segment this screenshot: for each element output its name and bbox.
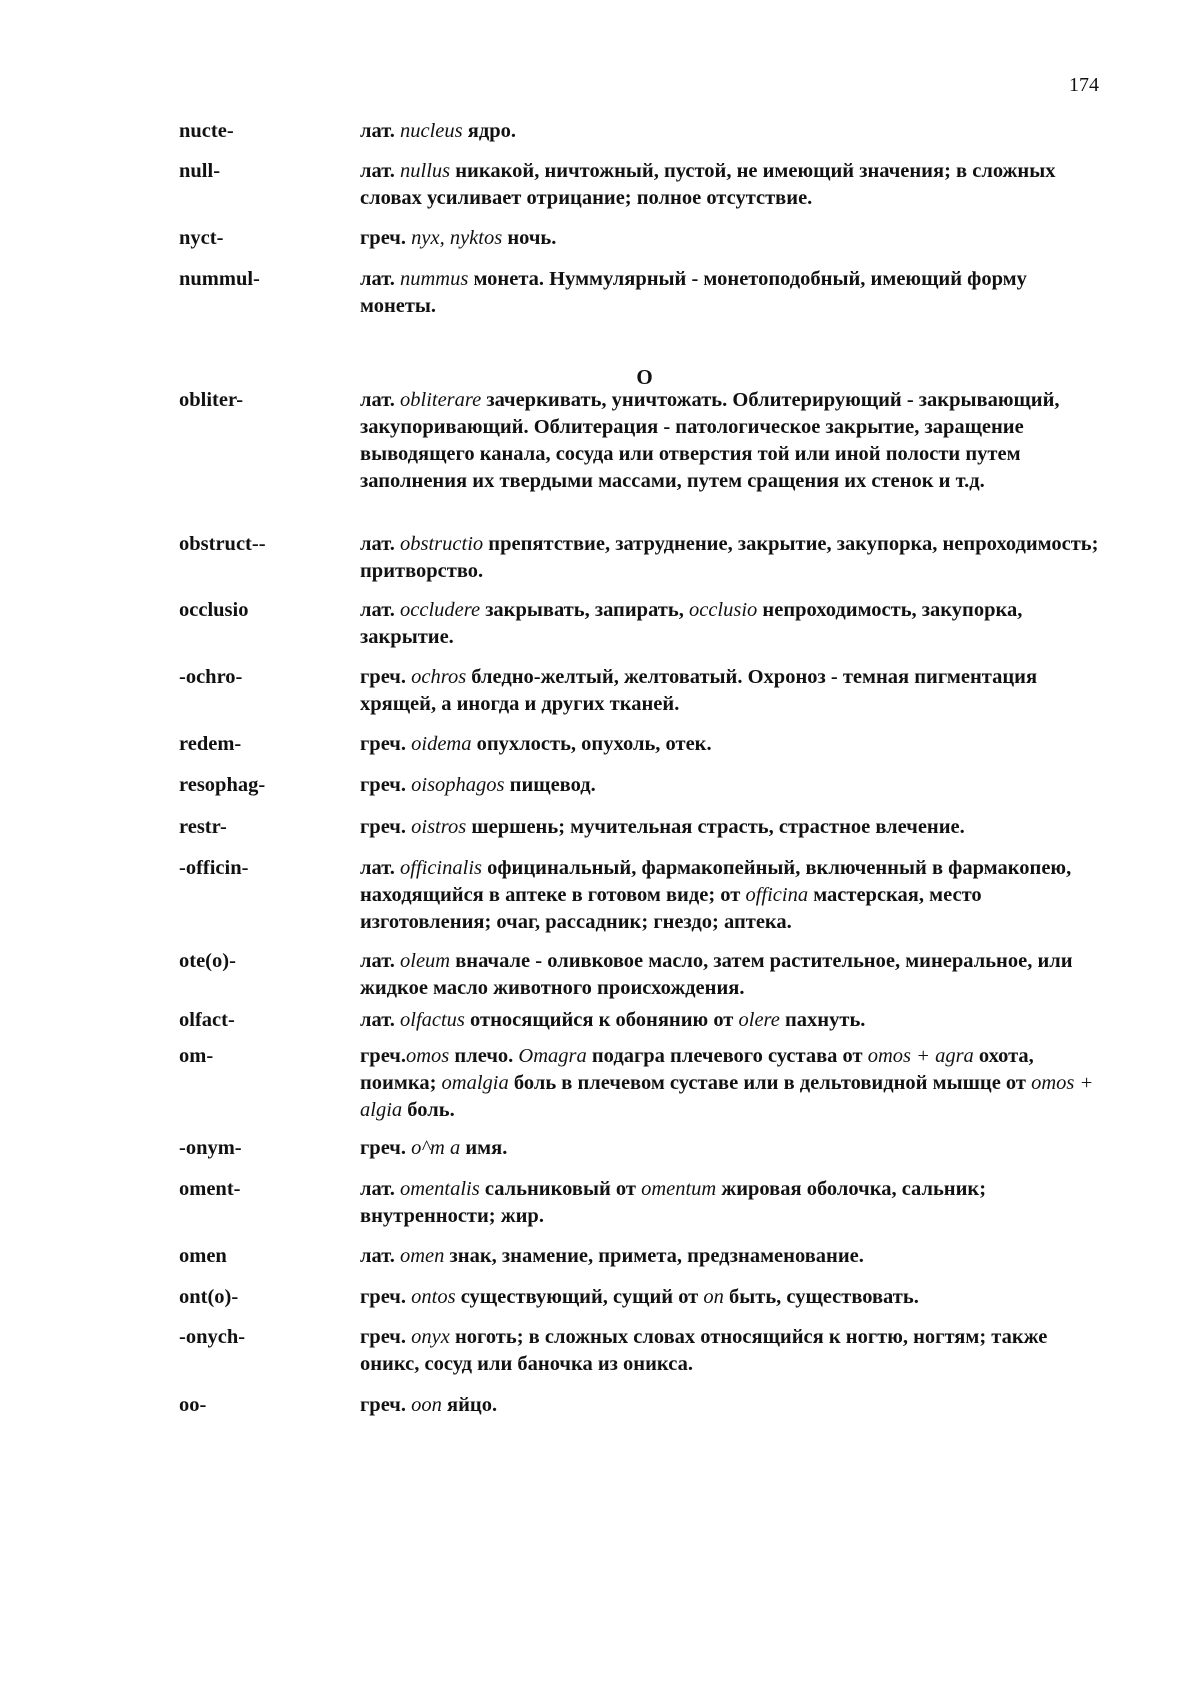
entry-term: null- xyxy=(179,160,221,182)
definition-text: пахнуть. xyxy=(779,1009,866,1031)
entry-definition xyxy=(360,1007,1099,1034)
definition-text: греч. xyxy=(360,666,412,688)
dictionary-entry xyxy=(179,1007,1099,1034)
dictionary-entry xyxy=(179,948,1099,1002)
dictionary-entry xyxy=(179,531,1099,585)
definition-text: греч. xyxy=(360,774,412,796)
definition-text: никакой, ничтожный, пустой, не имеющий значения; в сложных словах усиливает отрицание; полное отсутствие. xyxy=(360,160,1056,209)
entry-term: resophag- xyxy=(179,774,266,796)
definition-text: плечо. xyxy=(449,1045,519,1067)
definition-text: быть, существовать. xyxy=(723,1286,919,1308)
definition-italic-word: omentalis xyxy=(400,1178,480,1200)
definition-italic-word: oidema xyxy=(411,733,472,755)
definition-text: лат. xyxy=(360,950,400,972)
entry-term: redem- xyxy=(179,733,242,755)
definition-italic-word: oon xyxy=(411,1394,442,1416)
entry-definition xyxy=(360,948,1099,1002)
entry-definition xyxy=(360,1324,1099,1378)
definition-italic-word: оп xyxy=(703,1286,724,1308)
definition-text: непроходимость, закупорка, закрытие. xyxy=(360,599,1023,648)
dictionary-entry xyxy=(179,772,1099,799)
definition-italic-word: oistros xyxy=(411,816,467,838)
definition-text: препятствие, затруднение, закрытие, закупорка, непроходимость; притворство. xyxy=(360,533,1099,582)
dictionary-entry xyxy=(179,597,1099,651)
definition-text: охота, поимка; xyxy=(360,1045,1034,1094)
definition-text: яйцо. xyxy=(441,1394,498,1416)
entry-term: nucte- xyxy=(179,120,234,142)
dictionary-entry xyxy=(179,387,1099,495)
definition-text: греч. xyxy=(360,1394,412,1416)
definition-italic-word: onyx xyxy=(411,1326,450,1348)
definition-italic-word: oisophagos xyxy=(411,774,505,796)
entry-term: ont(o)- xyxy=(179,1286,239,1308)
dictionary-entry xyxy=(179,664,1099,718)
entry-definition xyxy=(360,1243,1099,1270)
entry-term: ote(o)- xyxy=(179,950,236,972)
dictionary-entry xyxy=(179,1324,1099,1378)
dictionary-entry xyxy=(179,118,1099,145)
entry-term: -onym- xyxy=(179,1137,242,1159)
definition-text: лат. xyxy=(360,389,400,411)
definition-italic-word: omos + algia xyxy=(360,1072,1094,1121)
definition-text: мастерская, место изготовления; очаг, рассадник; гнездо; аптека. xyxy=(360,884,982,933)
entry-definition xyxy=(360,855,1099,936)
definition-italic-word: omen xyxy=(400,1245,445,1267)
definition-italic-word: nummus xyxy=(400,268,469,290)
entry-definition xyxy=(360,597,1099,651)
entry-definition xyxy=(360,225,1099,252)
definition-text: греч. xyxy=(360,816,412,838)
definition-italic-word: oleum xyxy=(400,950,451,972)
definition-text: бледно-желтый, желтоватый. Охроноз - темная пигментация хрящей, а иногда и других тканей. xyxy=(360,666,1038,715)
dictionary-entry xyxy=(179,1176,1099,1230)
entry-definition xyxy=(360,158,1099,212)
definition-text: лат. xyxy=(360,160,400,182)
dictionary-entry xyxy=(179,1392,1099,1419)
definition-text: зачеркивать, уничтожать. Облитерирующий - закрывающий, закупоривающий. Облитерация - патологическое закрытие, заращение выводящего канала, сосуда или отверстия той или иной полости путем заполнения их твердыми массами, путем сращения их стенок и т.д. xyxy=(360,389,1060,492)
definition-text: лат. xyxy=(360,1245,400,1267)
definition-text: греч. xyxy=(360,1137,412,1159)
entry-definition xyxy=(360,664,1099,718)
entry-term: oo- xyxy=(179,1394,207,1416)
entry-definition xyxy=(360,266,1099,320)
entry-definition xyxy=(360,731,1099,758)
definition-text: боль. xyxy=(402,1099,455,1121)
definition-italic-word: o^m a xyxy=(411,1137,461,1159)
entry-definition xyxy=(360,531,1099,585)
definition-text: ночь. xyxy=(502,227,557,249)
definition-italic-word: ochros xyxy=(411,666,467,688)
definition-italic-word: nyx, nyktos xyxy=(411,227,503,249)
entry-term: olfact- xyxy=(179,1009,235,1031)
definition-italic-word: officina xyxy=(745,884,809,906)
definition-text: греч. xyxy=(360,227,412,249)
definition-text: греч. xyxy=(360,733,412,755)
entry-term: -onych- xyxy=(179,1326,246,1348)
definition-text: шершень; мучительная страсть, страстное влечение. xyxy=(466,816,965,838)
definition-text: закрывать, запирать, xyxy=(480,599,689,621)
definition-italic-word: nullus xyxy=(400,160,451,182)
definition-text: существующий, сущий от xyxy=(455,1286,704,1308)
definition-italic-word: obliterare xyxy=(400,389,482,411)
section-letter: O xyxy=(636,365,653,389)
definition-text: лат. xyxy=(360,120,400,142)
dictionary-entry xyxy=(179,855,1099,936)
definition-italic-word: olere xyxy=(738,1009,780,1031)
definition-italic-word: omalgia xyxy=(441,1072,509,1094)
entry-definition xyxy=(360,1284,1099,1311)
entry-term: nyct- xyxy=(179,227,224,249)
definition-text: официнальный, фармакопейный, включенный в фармакопею, находящийся в аптеке в готовом виде; от xyxy=(360,857,1072,906)
definition-text: лат. xyxy=(360,599,400,621)
definition-text: лат. xyxy=(360,1178,400,1200)
definition-text: имя. xyxy=(460,1137,508,1159)
entry-term: obstruct-- xyxy=(179,533,266,555)
dictionary-entry xyxy=(179,731,1099,758)
definition-text: греч. xyxy=(360,1286,412,1308)
dictionary-entry xyxy=(179,814,1099,841)
definition-italic-word: occlusio xyxy=(688,599,758,621)
entry-definition xyxy=(360,1135,1099,1162)
definition-text: подагра плечевого сустава от xyxy=(586,1045,868,1067)
definition-text: жировая оболочка, сальник; внутренности; жир. xyxy=(360,1178,987,1227)
definition-text: лат. xyxy=(360,1009,400,1031)
definition-text: лат. xyxy=(360,533,400,555)
definition-text: лат. xyxy=(360,857,400,879)
dictionary-entry xyxy=(179,1243,1099,1270)
definition-text: знак, знамение, примета, предзнаменование. xyxy=(444,1245,864,1267)
definition-text: боль в плечевом суставе или в дельтовидной мышце от xyxy=(508,1072,1032,1094)
definition-text: лат. xyxy=(360,268,400,290)
definition-italic-word: olfactus xyxy=(400,1009,465,1031)
entry-definition xyxy=(360,1176,1099,1230)
definition-text: греч. xyxy=(360,1326,412,1348)
definition-text: греч. xyxy=(360,1045,406,1067)
dictionary-entry xyxy=(179,266,1099,320)
definition-italic-word: omos + agra xyxy=(867,1045,974,1067)
entry-definition xyxy=(360,1392,1099,1419)
entry-term: oment- xyxy=(179,1178,241,1200)
entry-term: occlusio xyxy=(179,599,249,621)
definition-italic-word: obstructio xyxy=(400,533,484,555)
entry-term: obliter- xyxy=(179,389,244,411)
dictionary-entry xyxy=(179,1284,1099,1311)
entry-term: -ochro- xyxy=(179,666,243,688)
definition-text: монета. Нуммулярный - монетоподобный, имеющий форму монеты. xyxy=(360,268,1027,317)
definition-text: пищевод. xyxy=(504,774,596,796)
dictionary-entry xyxy=(179,225,1099,252)
entry-term: omen xyxy=(179,1245,227,1267)
definition-text: относящийся к обонянию от xyxy=(464,1009,739,1031)
page-number: 174 xyxy=(1069,74,1099,96)
definition-italic-word: officinalis xyxy=(400,857,482,879)
entry-term: nummul- xyxy=(179,268,260,290)
dictionary-entry xyxy=(179,1043,1099,1124)
definition-italic-word: Omagra xyxy=(518,1045,587,1067)
definition-text: ноготь; в сложных словах относящийся к ногтю, ногтям; также оникс, сосуд или баночка из оникса. xyxy=(360,1326,1048,1375)
definition-text: опухлость, опухоль, отек. xyxy=(471,733,712,755)
entry-term: restr- xyxy=(179,816,227,838)
entry-term: om- xyxy=(179,1045,214,1067)
entry-definition xyxy=(360,814,1099,841)
definition-italic-word: ontos xyxy=(411,1286,456,1308)
dictionary-entry xyxy=(179,1135,1099,1162)
definition-italic-word: occludere xyxy=(400,599,481,621)
entry-term: -officin- xyxy=(179,857,249,879)
dictionary-entry xyxy=(179,158,1099,212)
entry-definition xyxy=(360,387,1099,495)
definition-text: сальниковый от xyxy=(479,1178,642,1200)
definition-text: вначале - оливковое масло, затем растительное, минеральное, или жидкое масло животного происхождения. xyxy=(360,950,1073,999)
definition-italic-word: nucleus xyxy=(400,120,463,142)
definition-italic-word: omentum xyxy=(641,1178,717,1200)
entry-definition xyxy=(360,118,1099,145)
definition-text: ядро. xyxy=(462,120,516,142)
definition-italic-word: omos xyxy=(406,1045,450,1067)
entry-definition xyxy=(360,1043,1099,1124)
entry-definition xyxy=(360,772,1099,799)
